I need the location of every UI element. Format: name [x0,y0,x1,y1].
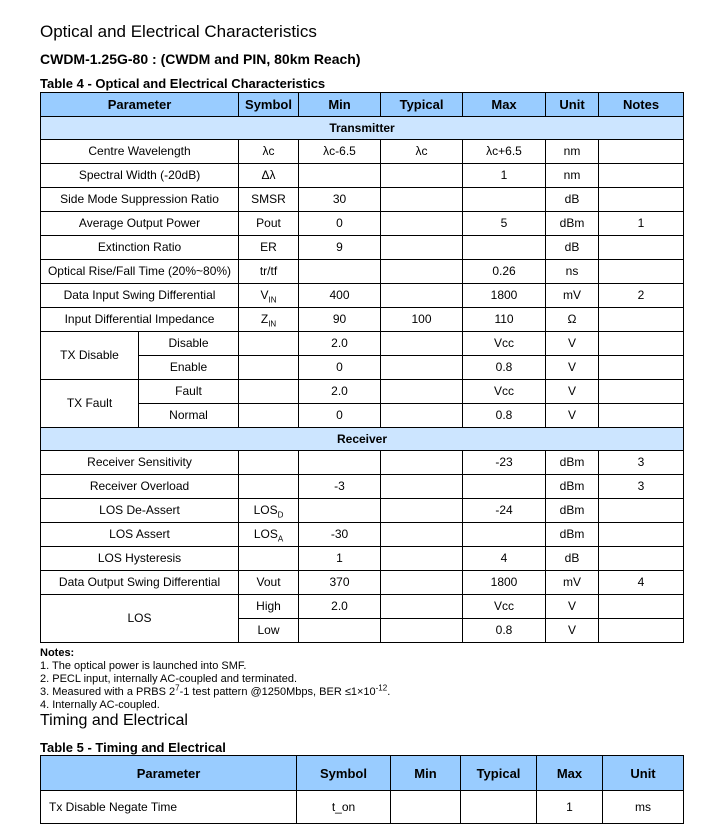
min-cell: 0 [299,404,381,428]
header-min: Min [299,93,381,117]
param-cell: Tx Disable Negate Time [41,791,297,824]
notes-cell [599,260,684,284]
table-row [41,140,684,164]
param-cell: Side Mode Suppression Ratio [41,188,239,212]
notes-block [40,647,390,712]
table-row [41,212,684,236]
product-subheading: CWDM-1.25G-80 : (CWDM and PIN, 80km Reach) [40,51,361,67]
typ-cell [381,260,463,284]
typ-cell [381,356,463,380]
unit-cell: V [546,380,599,404]
param-cell: LOS De-Assert [41,499,239,523]
notes-cell: 3 [599,451,684,475]
notes-cell [599,356,684,380]
max-cell: Vcc [463,380,546,404]
symbol-cell: High [239,595,299,619]
table-row [41,380,684,404]
notes-cell [599,523,684,547]
min-cell: 2.0 [299,332,381,356]
notes-cell [599,140,684,164]
header-max: Max [537,756,603,791]
header-notes: Notes [599,93,684,117]
note-1: 1. The optical power is launched into SMF. [40,660,247,672]
min-cell [299,619,381,643]
unit-cell: dB [546,236,599,260]
symbol-cell: SMSR [239,188,299,212]
table-header-row [41,93,684,117]
unit-cell: dBm [546,212,599,236]
param-cell: Centre Wavelength [41,140,239,164]
header-typical: Typical [461,756,537,791]
min-cell [299,499,381,523]
min-cell [299,451,381,475]
notes-cell [599,164,684,188]
unit-cell: dBm [546,523,599,547]
min-cell: 2.0 [299,595,381,619]
param-cell: LOS Assert [41,523,239,547]
max-cell: Vcc [463,332,546,356]
unit-cell: dBm [546,475,599,499]
header-symbol: Symbol [239,93,299,117]
typ-cell [381,451,463,475]
sub-param-cell: Fault [139,380,239,404]
max-cell: -23 [463,451,546,475]
table-row [41,595,684,619]
param-cell: LOS Hysteresis [41,547,239,571]
notes-cell: 3 [599,475,684,499]
symbol-cell: tr/tf [239,260,299,284]
param-cell: Data Input Swing Differential [41,284,239,308]
max-cell: 5 [463,212,546,236]
notes-cell [599,308,684,332]
notes-cell: 4 [599,571,684,595]
unit-cell: Ω [546,308,599,332]
typ-cell [381,547,463,571]
symbol-cell: $LOS_A$ [239,523,299,547]
table-row [41,475,684,499]
notes-cell [599,188,684,212]
sub-param-cell: Enable [139,356,239,380]
table4-caption: Table 4 - Optical and Electrical Characteristics [40,76,326,91]
section-row-receiver [41,428,684,451]
table-header-row [41,756,684,791]
symbol-cell: $Z_{IN}$ [239,308,299,332]
header-unit: Unit [603,756,684,791]
typ-cell [381,284,463,308]
param-group-cell: TX Fault [41,380,139,428]
sub-param-cell: Disable [139,332,239,356]
table-row [41,523,684,547]
min-cell: 2.0 [299,380,381,404]
timing-table [40,755,684,824]
min-cell: 400 [299,284,381,308]
typ-cell [381,523,463,547]
table-row [41,547,684,571]
typ-cell [381,571,463,595]
symbol-cell [239,356,299,380]
min-cell: 0 [299,212,381,236]
typ-cell [381,475,463,499]
max-cell: 0.8 [463,404,546,428]
symbol-cell: ER [239,236,299,260]
max-cell: Vcc [463,595,546,619]
header-typical: Typical [381,93,463,117]
symbol-cell [239,380,299,404]
symbol-cell [239,451,299,475]
max-cell: -24 [463,499,546,523]
unit-cell: V [546,619,599,643]
timing-heading: Timing and Electrical [40,712,188,729]
unit-cell: mV [546,571,599,595]
typ-cell [381,212,463,236]
note-3: 3. Measured with a PRBS $2^7-1$ test pattern @1250Mbps, BER $\le 1\times 10^{-12}$. [40,683,391,698]
typ-cell [381,619,463,643]
min-cell: -30 [299,523,381,547]
max-cell: 1800 [463,284,546,308]
unit-cell: dB [546,547,599,571]
max-cell [463,188,546,212]
typ-cell [461,791,537,824]
header-parameter: Parameter [41,756,297,791]
min-cell: 370 [299,571,381,595]
typ-cell [381,236,463,260]
typ-cell [381,332,463,356]
notes-cell [599,619,684,643]
max-cell: λc+6.5 [463,140,546,164]
table-row [41,236,684,260]
unit-cell: mV [546,284,599,308]
table-row [41,499,684,523]
unit-cell: nm [546,164,599,188]
table-row [41,791,684,824]
table-row [41,571,684,595]
section-label: Receiver [41,428,684,451]
notes-cell [599,236,684,260]
param-cell: Spectral Width (-20dB) [41,164,239,188]
header-max: Max [463,93,546,117]
table-row [41,188,684,212]
min-cell [299,260,381,284]
typ-cell: 100 [381,308,463,332]
typ-cell [381,595,463,619]
table5-caption: Table 5 - Timing and Electrical [40,740,226,755]
table-row [41,332,684,356]
symbol-cell: $LOS_D$ [239,499,299,523]
symbol-cell: $V_{IN}$ [239,284,299,308]
min-cell: 30 [299,188,381,212]
notes-cell: 1 [599,212,684,236]
section-row-transmitter [41,117,684,140]
header-min: Min [391,756,461,791]
header-unit: Unit [546,93,599,117]
min-cell: 1 [299,547,381,571]
section-heading: Optical and Electrical Characteristics [40,22,317,41]
typ-cell [381,380,463,404]
param-group-cell: TX Disable [41,332,139,380]
min-cell [391,791,461,824]
table-row [41,451,684,475]
symbol-cell [239,475,299,499]
unit-cell: dB [546,188,599,212]
symbol-cell: Vout [239,571,299,595]
min-cell: λc-6.5 [299,140,381,164]
sub-param-cell: Normal [139,404,239,428]
notes-cell [599,404,684,428]
param-cell: Optical Rise/Fall Time (20%~80%) [41,260,239,284]
table-row [41,284,684,308]
notes-cell [599,499,684,523]
table-row [41,260,684,284]
symbol-cell [239,547,299,571]
header-parameter: Parameter [41,93,239,117]
min-cell: 0 [299,356,381,380]
param-cell: Data Output Swing Differential [41,571,239,595]
max-cell: 1 [463,164,546,188]
max-cell [463,523,546,547]
max-cell: 1800 [463,571,546,595]
unit-cell: ms [603,791,684,824]
notes-cell [599,595,684,619]
typ-cell [381,164,463,188]
typ-cell [381,188,463,212]
unit-cell: V [546,404,599,428]
unit-cell: ns [546,260,599,284]
symbol-cell: λc [239,140,299,164]
unit-cell: V [546,595,599,619]
min-cell [299,164,381,188]
note-2: 2. PECL input, internally AC-coupled and terminated. [40,673,298,685]
max-cell: 0.8 [463,356,546,380]
max-cell: 0.26 [463,260,546,284]
typ-cell [381,499,463,523]
notes-cell: 2 [599,284,684,308]
max-cell: 110 [463,308,546,332]
unit-cell: V [546,332,599,356]
notes-title: Notes: [40,647,75,659]
notes-cell [599,332,684,356]
min-cell: 9 [299,236,381,260]
notes-cell [599,547,684,571]
symbol-cell: t_on [297,791,391,824]
max-cell: 1 [537,791,603,824]
max-cell [463,475,546,499]
symbol-cell: Low [239,619,299,643]
unit-cell: dBm [546,499,599,523]
table-row [41,308,684,332]
optical-electrical-table [40,92,684,643]
param-cell: Average Output Power [41,212,239,236]
max-cell [463,236,546,260]
symbol-cell [239,332,299,356]
typ-cell: λc [381,140,463,164]
max-cell: 0.8 [463,619,546,643]
param-cell: Input Differential Impedance [41,308,239,332]
typ-cell [381,404,463,428]
max-cell: 4 [463,547,546,571]
min-cell: -3 [299,475,381,499]
param-group-cell: LOS [41,595,239,643]
symbol-cell [239,404,299,428]
symbol-cell: Pout [239,212,299,236]
section-label: Transmitter [41,117,684,140]
param-cell: Receiver Overload [41,475,239,499]
unit-cell: V [546,356,599,380]
header-symbol: Symbol [297,756,391,791]
symbol-cell: Δλ [239,164,299,188]
param-cell: Extinction Ratio [41,236,239,260]
notes-cell [599,380,684,404]
min-cell: 90 [299,308,381,332]
param-cell: Receiver Sensitivity [41,451,239,475]
unit-cell: dBm [546,451,599,475]
unit-cell: nm [546,140,599,164]
note-4: 4. Internally AC-coupled. [40,699,160,711]
table-row [41,164,684,188]
